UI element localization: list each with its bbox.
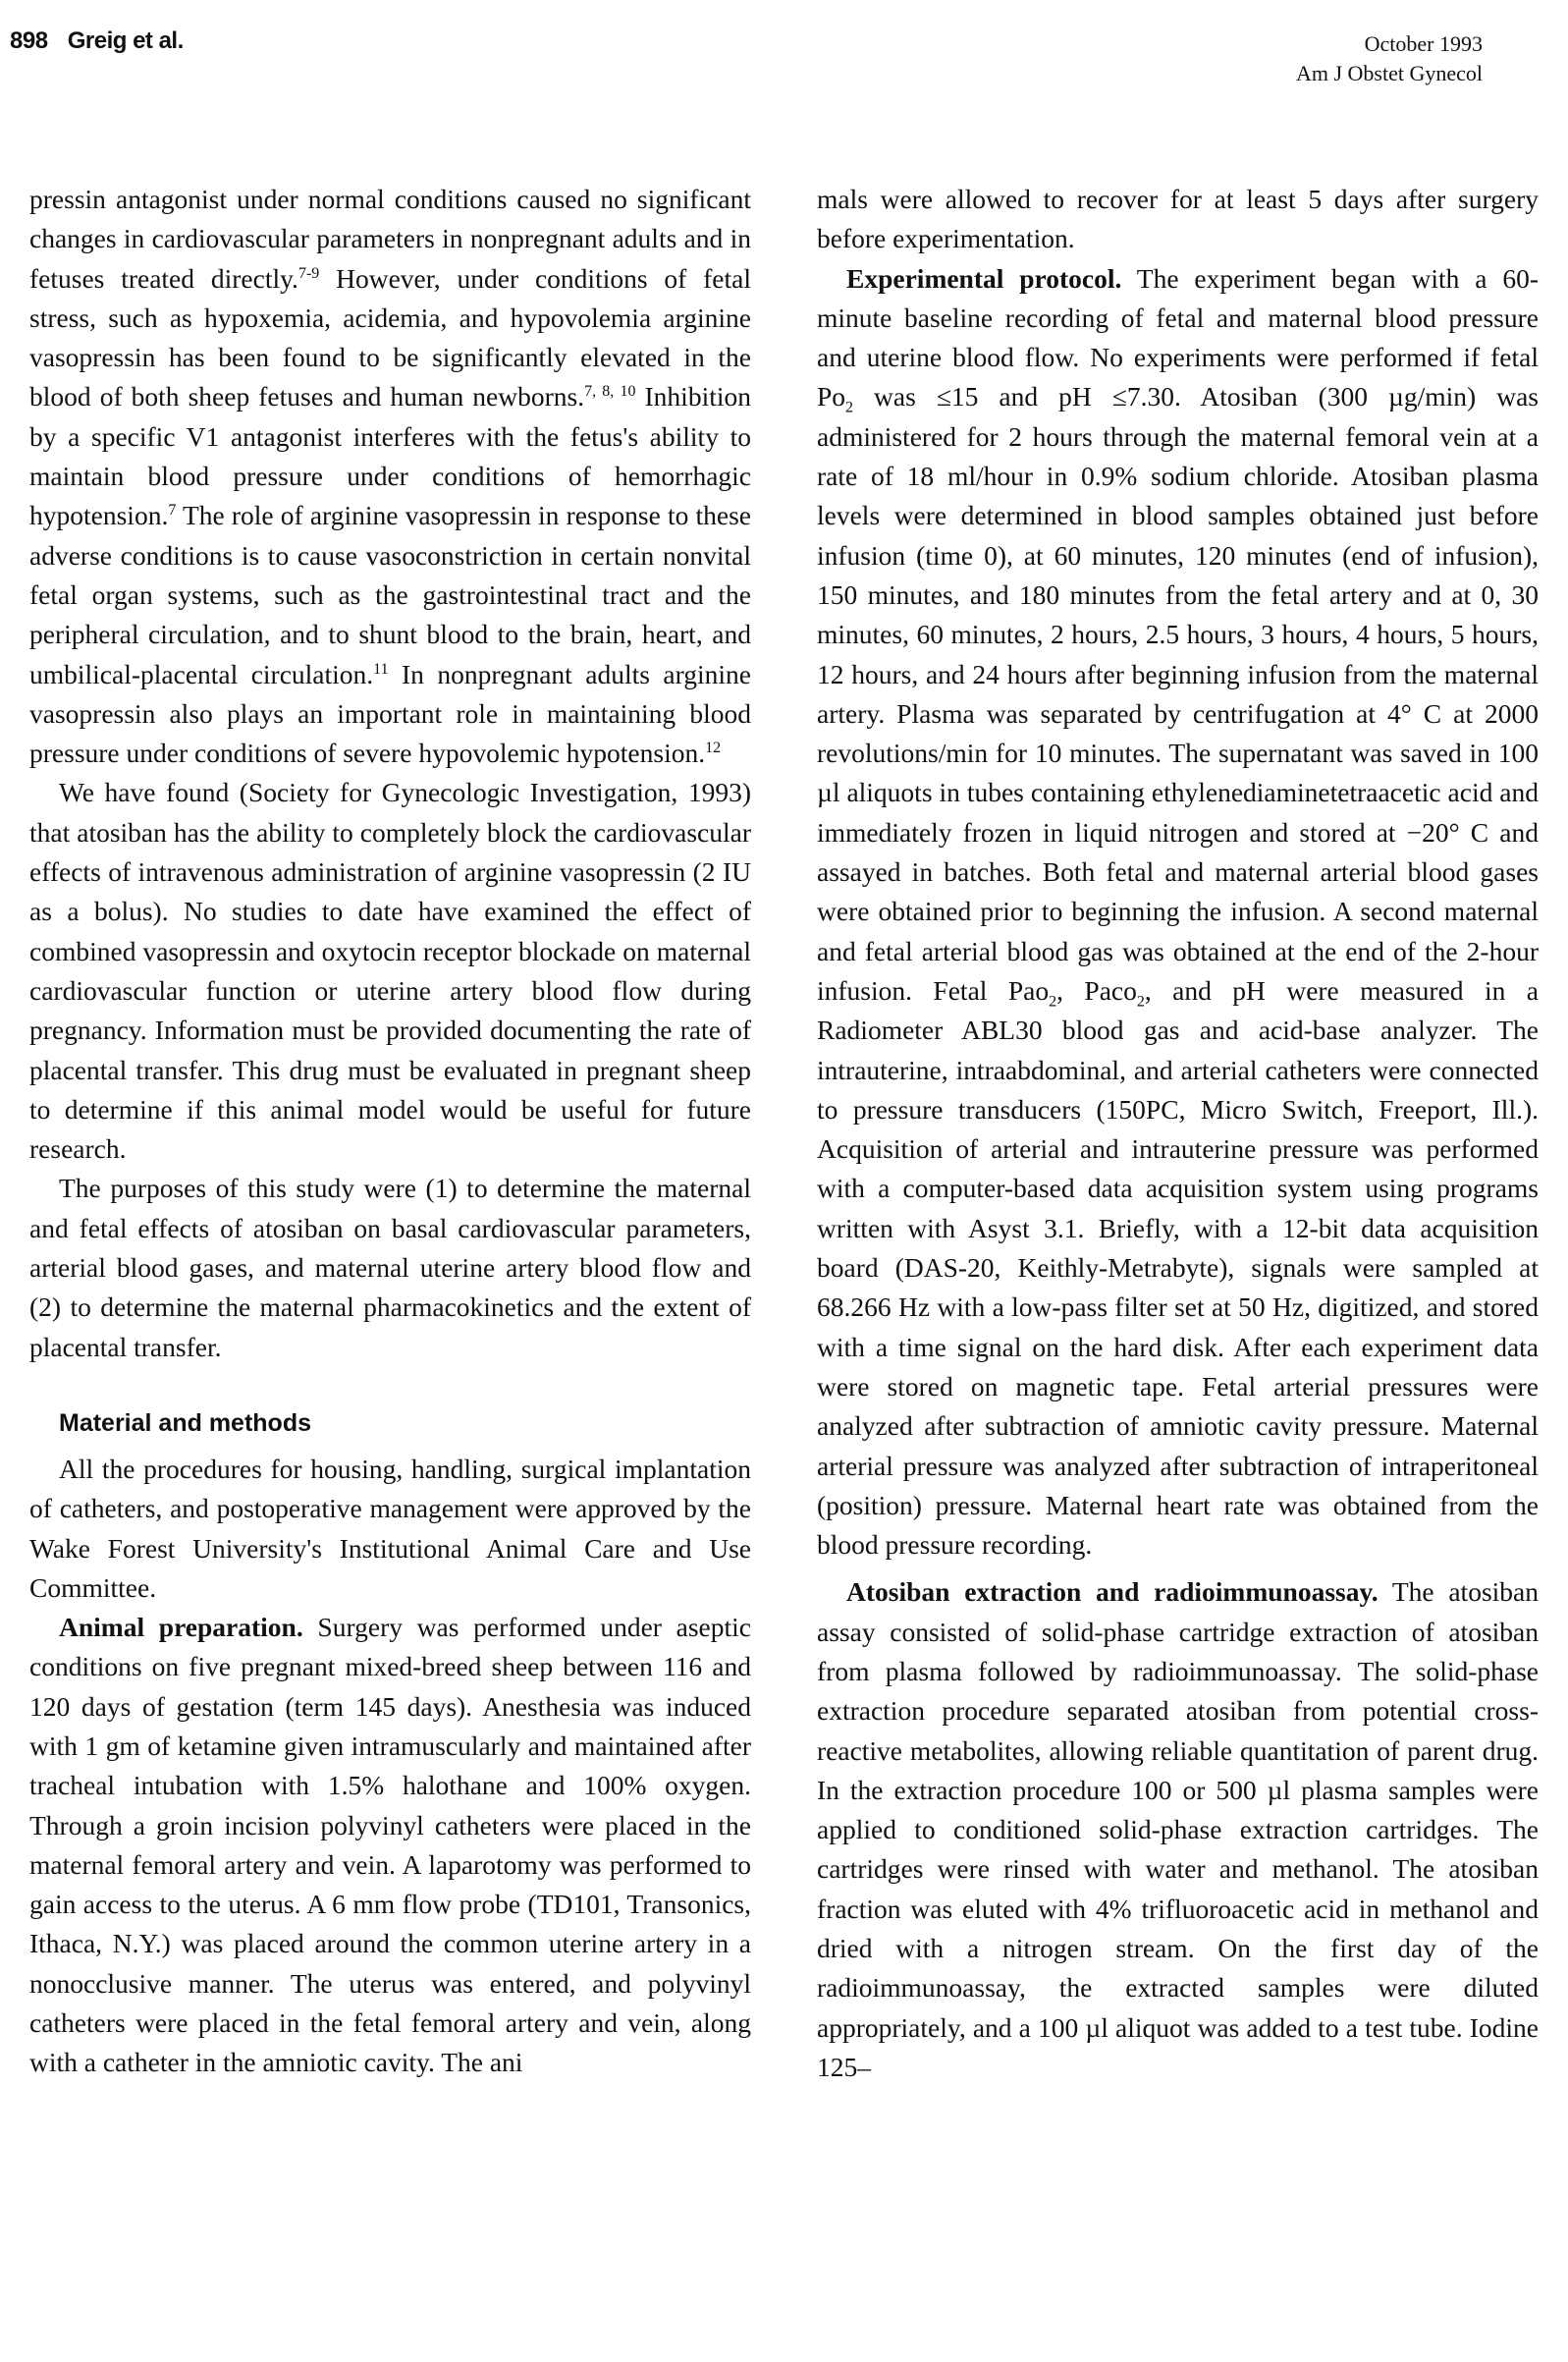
text-run: The role of arginine vasopressin in response to these adverse conditions is to cause vasoconstriction in certain nonvital fetal organ systems, such as the gastrointestinal tract and the peripheral circulation, and to shunt blood to the brain, heart, and umbilical-placental circulation. [29, 500, 751, 689]
text-run: However, under conditions of fetal stress, such as hypoxemia, acidemia, and hypovolemia arginine vasopressin has been found to be significantly elevated in the blood of both sheep fetuses and human newborns. [29, 262, 751, 412]
citation-ref: 7 [168, 502, 177, 520]
citation-ref: 12 [705, 740, 722, 756]
runin-heading: Animal preparation. [59, 1612, 303, 1643]
text-run: The atosiban assay consisted of solid-phase cartridge extraction of atosiban from plasma followed by radioimmunoassay. The solid-phase extraction procedure separated atosiban from potential cross-reactive metabolites, allowing reliable quantitation of parent drug. In the extraction procedure 100 or 500 µl plasma samples were applied to conditioned solid-phase extraction cartridges. The cartridges were rinsed with water and methanol. The atosiban fraction was eluted with 4% trifluoroacetic acid in methanol and dried with a nitrogen stream. On the first day of the radioimmunoassay, the extracted samples were diluted appropriately, and a 100 µl aliquot was added to a test tube. Iodine 125– [817, 1576, 1539, 2082]
paragraph-approval: All the procedures for housing, handling, surgical implantation of catheters, and postoperative management were approved by the Wake Forest University's Institutional Animal Care and Use Committee. [29, 1453, 751, 1603]
page-number: 898 [10, 27, 48, 54]
left-column [29, 180, 751, 2083]
paragraph-radioimmunoassay [817, 1572, 1539, 2087]
paragraph-avp-background [29, 180, 751, 773]
text-run: pressin antagonist under normal conditions caused no significant changes in cardiovascular parameters in nonpregnant adults and in fetuses treated directly. [29, 184, 751, 294]
runin-heading: Atosiban extraction and radioimmunoassay. [846, 1576, 1379, 1608]
paragraph-study-purposes: The purposes of this study were (1) to determine the maternal and fetal effects of atosiban on basal cardiovascular parameters, arterial blood gases, and maternal uterine artery blood flow and (2) to determine the maternal pharmacokinetics and the extent of placental transfer. [29, 1173, 751, 1362]
runin-heading: Experimental protocol. [846, 262, 1122, 294]
text-run: In nonpregnant adults arginine vasopressin also plays an important role in maintaining blood pressure under conditions of severe hypovolemic hypotension. [29, 658, 751, 769]
text-run: Inhibition by a specific V1 antagonist interferes with the fetus's ability to maintain blood pressure under conditions of hemorrhagic hypotension. [29, 381, 751, 531]
subscript: 2 [1136, 993, 1145, 1011]
paragraph-animal-preparation [29, 1608, 751, 2083]
text-run: , and pH were measured in a Radiometer ABL30 blood gas and acid-base analyzer. The intrauterine, intraabdominal, and arterial catheters were connected to pressure transducers (150PC, Micro Switch, Freeport, Ill.). Acquisition of arterial and intrauterine pressure was performed with a computer-based data acquisition system using programs written with Asyst 3.1. Briefly, with a 12-bit data acquisition board (DAS-20, Keithly-Metrabyte), signals were sampled at 68.266 Hz with a low-pass filter set at 50 Hz, digitized, and stored with a time signal on the hard disk. After each experiment data were stored on magnetic tape. Fetal arterial pressures were analyzed after subtraction of amniotic cavity pressure. Maternal arterial pressure was analyzed after subtraction of intraperitoneal (position) pressure. Maternal heart rate was obtained from the blood pressure recording. [817, 974, 1539, 1561]
running-head-left [10, 27, 184, 55]
paragraph-experimental-protocol [817, 259, 1539, 1566]
citation-ref: 7-9 [297, 264, 320, 282]
citation-ref: 7, 8, 10 [584, 383, 636, 401]
subscript: 2 [845, 399, 854, 416]
issue-date: October 1993 [1364, 31, 1483, 56]
text-run: , Paco [1056, 974, 1137, 1006]
subscript: 2 [1049, 993, 1057, 1011]
journal-name: Am J Obstet Gynecol [1295, 61, 1483, 85]
running-head-right [1296, 29, 1483, 88]
text-run: Surgery was performed under aseptic conditions on five pregnant mixed-breed sheep between 116 and 120 days of gestation (term 145 days). Anesthesia was induced with 1 gm of ketamine given intramuscularly and maintained after tracheal intubation with 1.5% halothane and 100% oxygen. Through a groin incision polyvinyl catheters were placed in the maternal femoral artery and vein. A laparotomy was performed to gain access to the uterus. A 6 mm flow probe (TD101, Transonics, Ithaca, N.Y.) was placed around the common uterine artery in a nonocclusive manner. The uterus was entered, and polyvinyl catheters were placed in the fetal femoral artery and vein, along with a catheter in the amniotic cavity. The ani [29, 1612, 751, 2078]
right-column [817, 180, 1539, 2087]
running-head-authors: Greig et al. [67, 27, 184, 54]
paragraph-recovery: mals were allowed to recover for at least 5 days after surgery before experimentation. [817, 184, 1539, 254]
text-run: was ≤15 and pH ≤7.30. Atosiban (300 µg/min) was administered for 2 hours through the maternal femoral vein at a rate of 18 ml/hour in 0.9% sodium chloride. Atosiban plasma levels were determined in blood samples obtained just before infusion (time 0), at 60 minutes, 120 minutes (end of infusion), 150 minutes, and 180 minutes from the fetal artery and at 0, 30 minutes, 60 minutes, 2 hours, 2.5 hours, 3 hours, 4 hours, 5 hours, 12 hours, and 24 hours after beginning infusion from the maternal artery. Plasma was separated by centrifugation at 4° C at 2000 revolutions/min for 10 minutes. The supernatant was saved in 100 µl aliquots in tubes containing ethylenediaminetetraacetic acid and immediately frozen in liquid nitrogen and stored at −20° C and assayed in batches. Both fetal and maternal arterial blood gases were obtained prior to beginning the infusion. A second maternal and fetal arterial blood gas was obtained at the end of the 2-hour infusion. Fetal Pao [817, 381, 1539, 1006]
text-run: The experiment began with a 60-minute baseline recording of fetal and maternal blood pressure and uterine blood flow. No experiments were performed if fetal Po [817, 262, 1539, 412]
citation-ref: 11 [373, 660, 389, 678]
paragraph-prior-findings: We have found (Society for Gynecologic Investigation, 1993) that atosiban has the ability to completely block the cardiovascular effects of intravenous administration of arginine vasopressin (2 IU as a bolus). No studies to date have examined the effect of combined vasopressin and oxytocin receptor blockade on maternal cardiovascular function or uterine artery blood flow during pregnancy. Information must be provided documenting the rate of placental transfer. This drug must be evaluated in pregnant sheep to determine if this animal model would be useful for future research. [29, 777, 751, 1165]
section-heading-methods: Material and methods [59, 1408, 311, 1437]
